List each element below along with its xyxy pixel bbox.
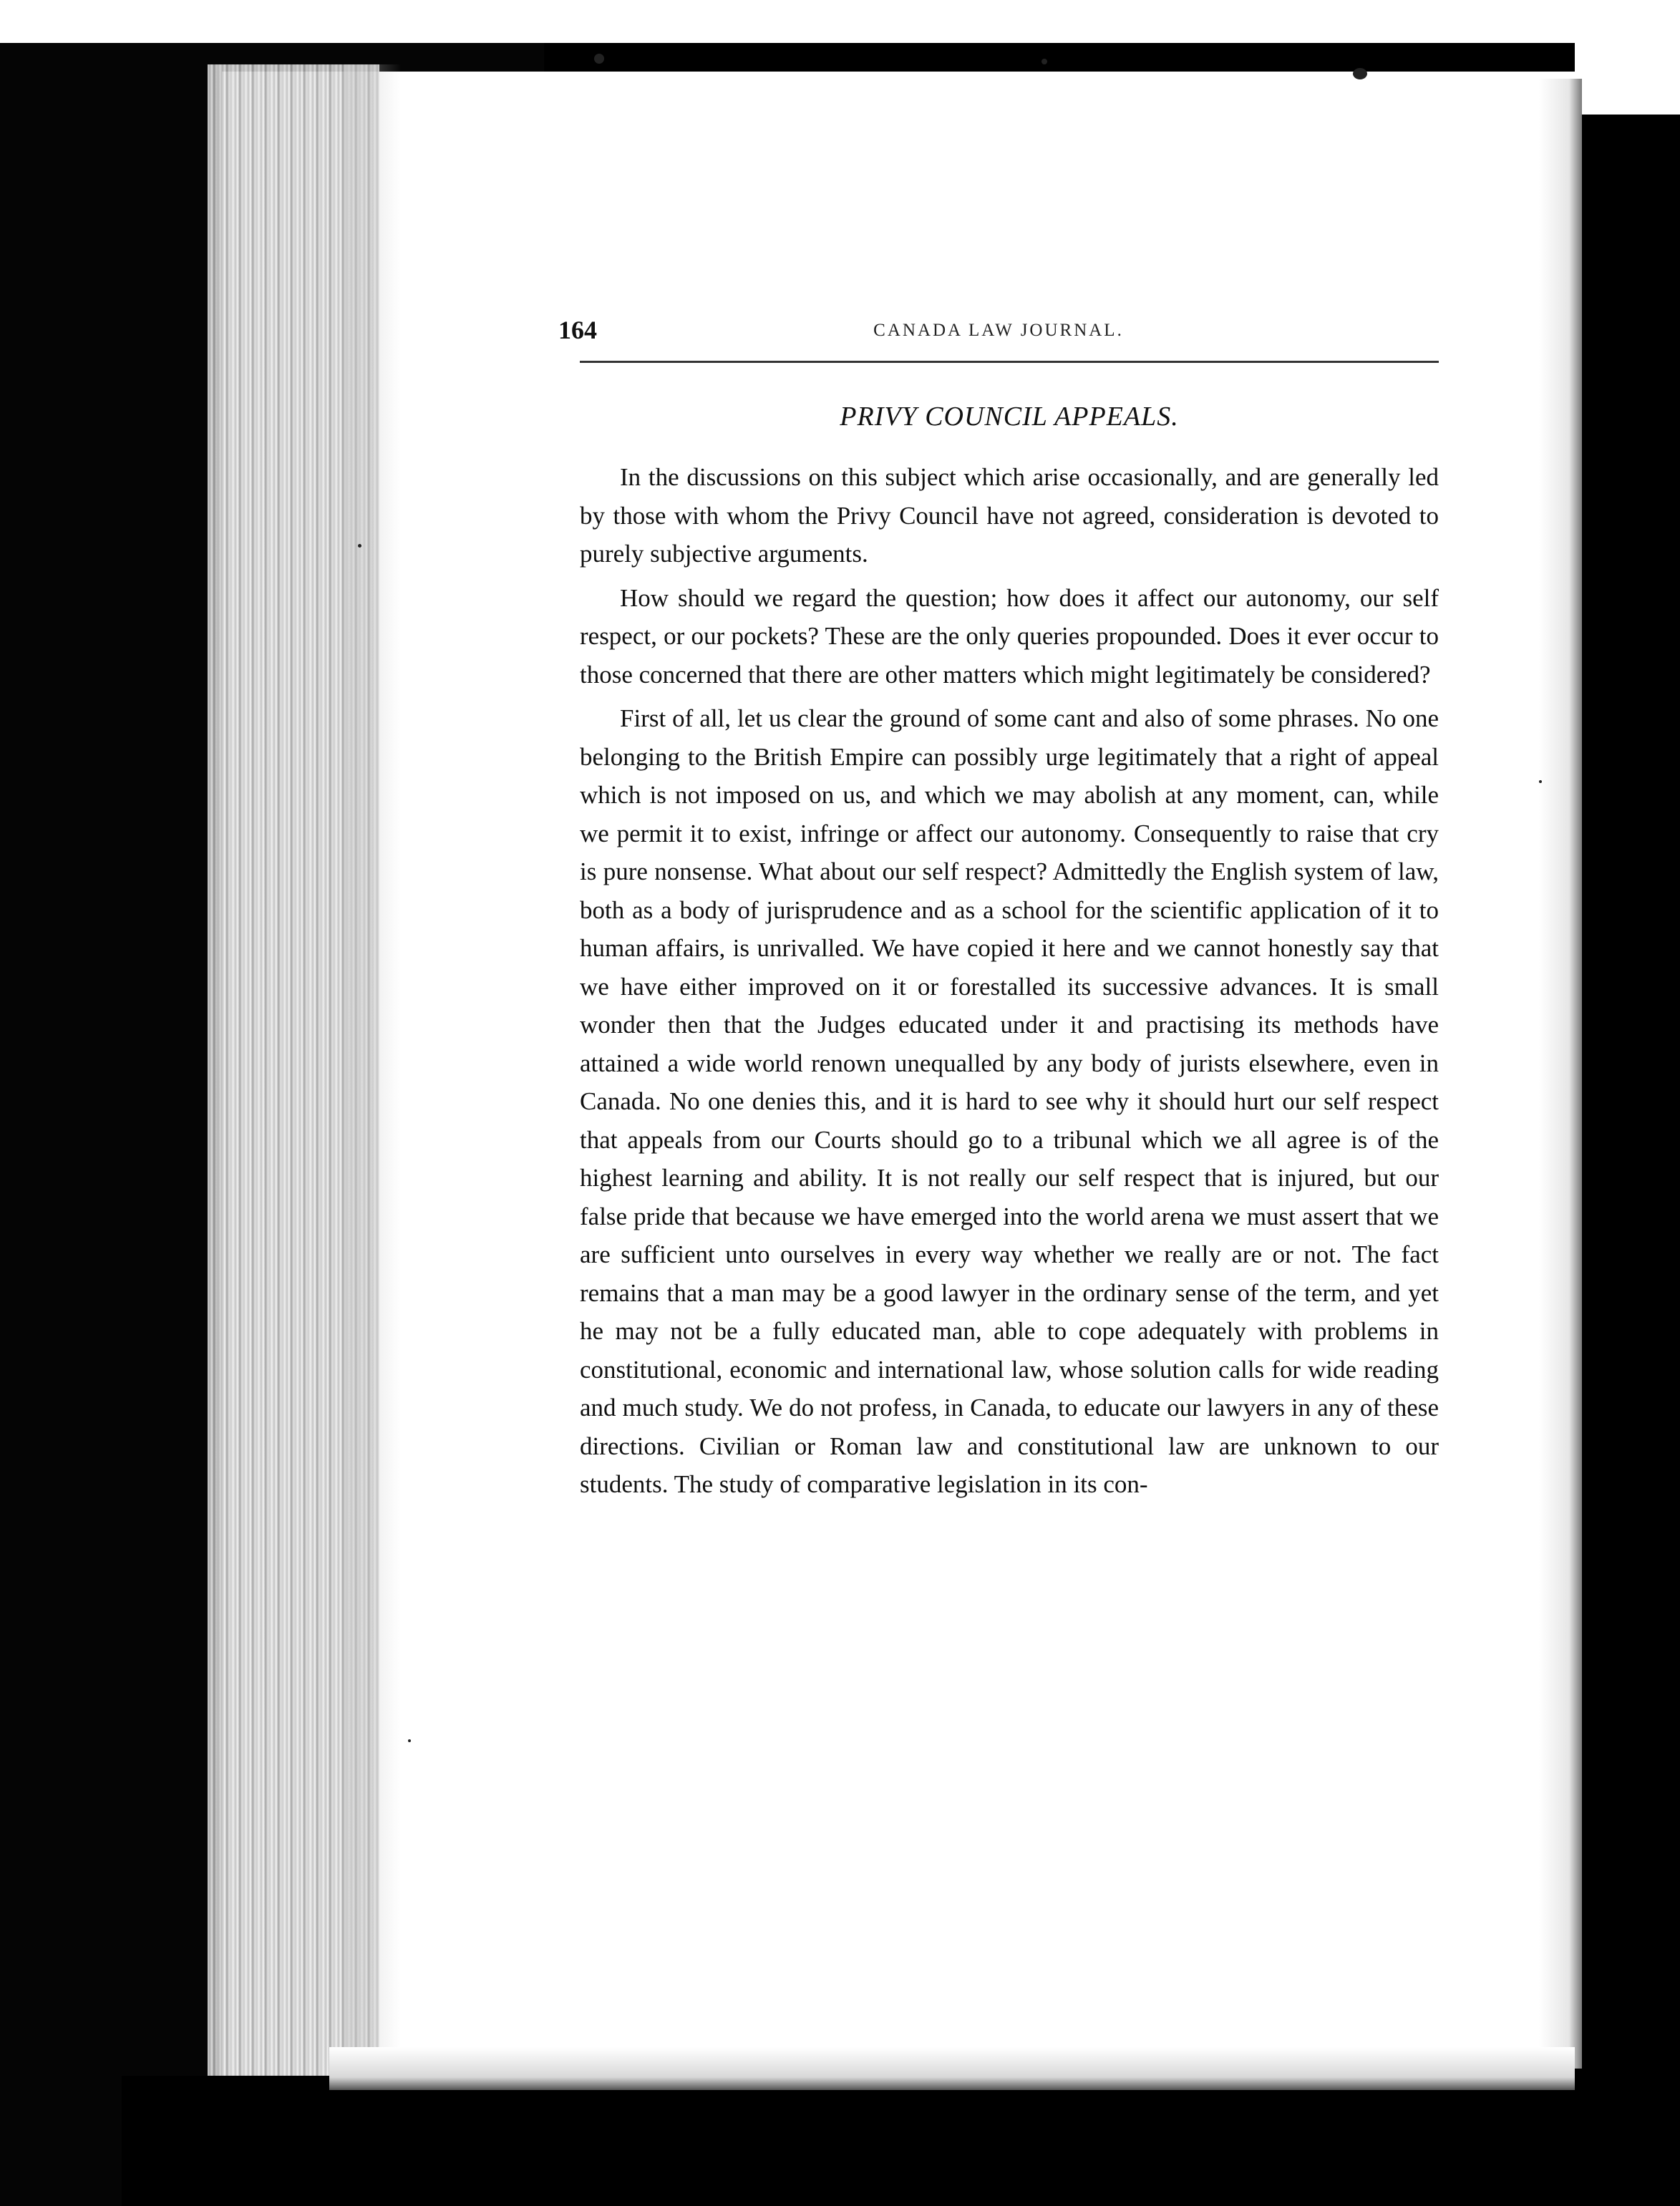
article-body <box>580 458 1439 1510</box>
page-bottom-curl <box>329 2047 1575 2090</box>
scan-speck <box>1353 68 1367 79</box>
paragraph: First of all, let us clear the ground of some cant and also of some phrases. No one belonging to the British Empire can possibly urge legitimately that a right of appeal which is not imposed on us, and which we may abolish at any moment, can, while we permit it to exist, infringe or affect our autonomy. Consequently to raise that cry is pure nonsense. What about our self respect? Admittedly the English system of law, both as a body of jurisprudence and as a school for the scientific application of it to human affairs, is unrivalled. We have copied it here and we cannot honestly say that we have either improved on it or forestalled its successive advances. It is small wonder then that the Judges educated under it and practising its methods have attained a wide world renown unequalled by any body of jurists elsewhere, even in Canada. No one denies this, and it is hard to see why it should hurt our self respect that appeals from our Courts should go to a tribunal which we all agree is of the highest learning and ability. It is not really our self respect that is injured, but our false pride that because we have emerged into the world arena we must assert that we are sufficient unto ourselves in every way whether we really are or not. The fact remains that a man may be a good lawyer in the ordinary sense of the term, and yet he may not be a fully educated man, able to cope adequately with problems in constitutional, economic and international law, whose solution calls for wide reading and much study. We do not profess, in Canada, to educate our lawyers in any of these directions. Civilian or Roman law and constitutional law are unknown to our students. The study of comparative legislation in its con- <box>580 704 1439 1498</box>
scan-top-right-corner <box>1575 0 1680 115</box>
page-right-shadow <box>1575 115 1680 2206</box>
scan-speck <box>1539 780 1542 783</box>
scan-top-margin <box>0 0 1680 43</box>
scan-speck <box>594 54 604 64</box>
page-bottom-shadow <box>122 2076 1680 2206</box>
page-number: 164 <box>558 316 597 344</box>
scan-speck <box>408 1739 411 1742</box>
page-header <box>558 315 1439 358</box>
paragraph: In the discussions on this subject which arise occasionally, and are generally led by those with whom the Privy Council have not agreed, consideration is devoted to purely subjective arguments. <box>580 463 1439 568</box>
running-head: CANADA LAW JOURNAL. <box>873 321 1124 340</box>
gutter-shadow <box>344 64 401 2154</box>
article-title: PRIVY COUNCIL APPEALS. <box>840 402 1179 432</box>
scan-speck <box>1041 59 1047 64</box>
scan-speck <box>358 544 361 548</box>
paragraph: How should we regard the question; how does it affect our autonomy, our self respect, or our pockets? These are the only queries propounded. Does it ever occur to those concerned that there are other matters which might legitimately be considered? <box>580 583 1439 689</box>
page-right-curl <box>1539 79 1582 2069</box>
header-rule <box>580 361 1439 363</box>
